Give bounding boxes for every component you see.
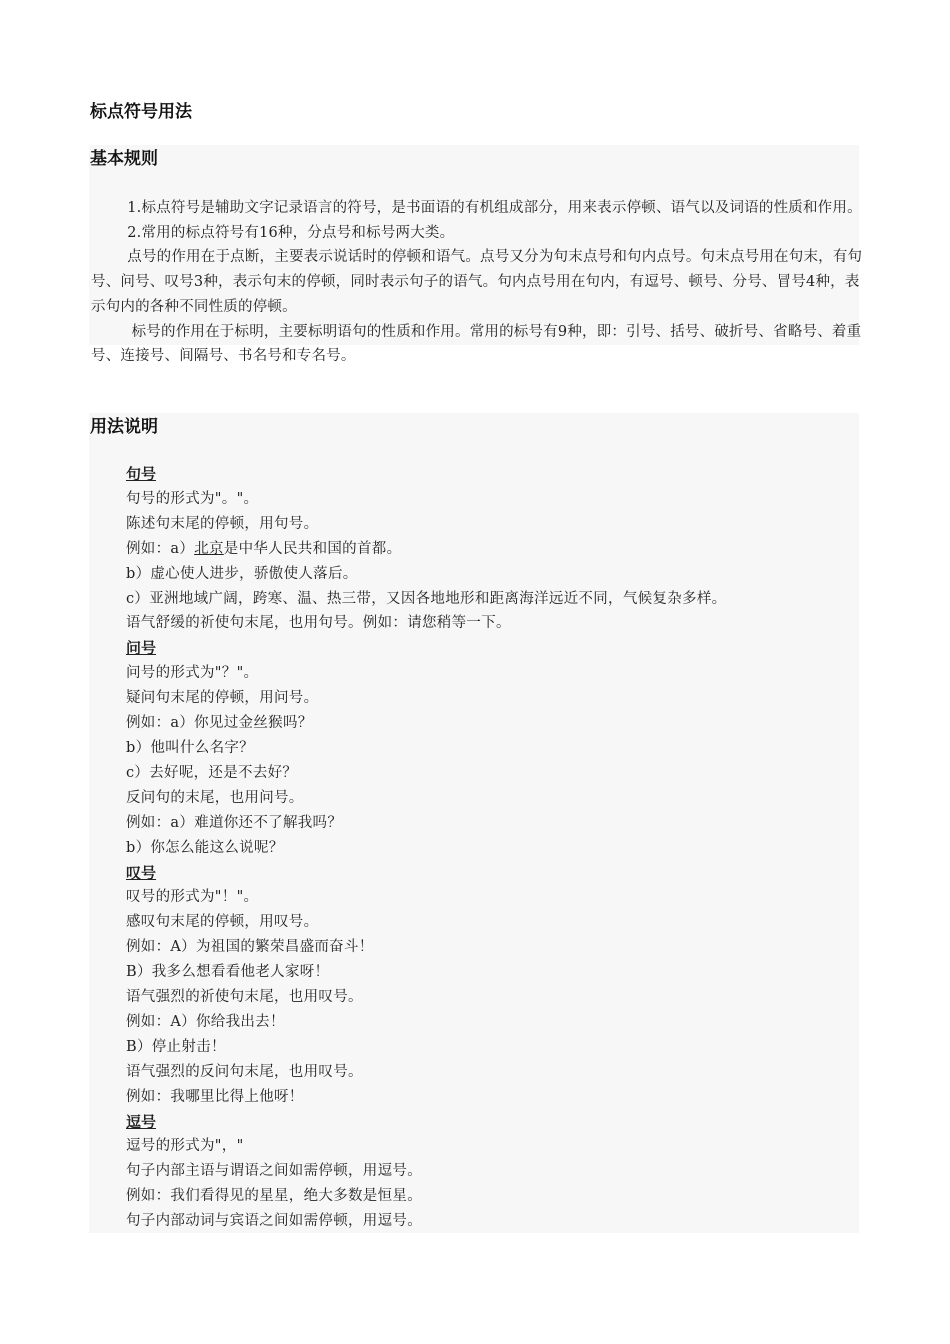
question-rule-1: 疑问句末尾的停顿，用问号。 xyxy=(126,690,319,707)
question-subheading: 问号 xyxy=(126,639,157,658)
exclamation-rule-3: 语气强烈的反问句末尾，也用叹号。 xyxy=(126,1063,363,1080)
exclamation-rule-2: 语气强烈的祈使句末尾，也用叹号。 xyxy=(126,989,363,1006)
basic-rule-paragraph-3: 点号的作用在于点断，主要表示说话时的停顿和语气。点号又分为句末点号和句内点号。句末点号用在句末，有句号、问号、叹号3种，表示句末的停顿，同时表示句子的语气。句内点号用在句内，有逗号、顿号、分号、冒号4种，表示句内的各种不同性质的停顿。 xyxy=(91,249,863,315)
period-example-b: b）虚心使人进步，骄傲使人落后。 xyxy=(126,565,358,582)
question-example-2b: b）你怎么能这么说呢？ xyxy=(126,839,284,856)
question-example-b: b）他叫什么名字？ xyxy=(126,739,254,756)
comma-subheading: 逗号 xyxy=(126,1112,157,1131)
basic-rules-body xyxy=(91,196,871,369)
basic-rule-paragraph-4: 标号的作用在于标明，主要标明语句的性质和作用。常用的标号有9种，即：引号、括号、破折号、省略号、着重号、连接号、间隔号、书名号和专名号。 xyxy=(91,323,862,365)
exclamation-example-2b: B）停止射击！ xyxy=(126,1038,226,1055)
exclamation-example-a: 例如：A）为祖国的繁荣昌盛而奋斗！ xyxy=(126,939,374,956)
period-example-a xyxy=(126,537,846,562)
beijing-link[interactable]: 北京 xyxy=(194,540,224,557)
exclamation-example-2a: 例如：A）你给我出去！ xyxy=(126,1013,285,1030)
question-rule-2: 反问句的末尾，也用问号。 xyxy=(126,789,304,806)
basic-rule-paragraph-1: 1.标点符号是辅助文字记录语言的符号，是书面语的有机组成部分，用来表示停顿、语气以及词语的性质和作用。 xyxy=(127,200,862,216)
period-subheading: 句号 xyxy=(126,465,157,483)
period-rule-2: 语气舒缓的祈使句末尾，也用句号。例如：请您稍等一下。 xyxy=(126,615,511,632)
question-example-c: c）去好呢，还是不去好？ xyxy=(126,764,298,781)
exclamation-form: 叹号的形式为"！"。 xyxy=(126,889,259,906)
usage-body xyxy=(126,462,846,1234)
basic-rule-paragraph-2: 2.常用的标点符号有16种，分点号和标号两大类。 xyxy=(127,224,455,241)
comma-form: 逗号的形式为"，" xyxy=(126,1138,244,1155)
comma-rule-1: 句子内部主语与谓语之间如需停顿，用逗号。 xyxy=(126,1163,422,1180)
question-example-2a: 例如：a）难道你还不了解我吗？ xyxy=(126,814,343,831)
comma-rule-2: 句子内部动词与宾语之间如需停顿，用逗号。 xyxy=(126,1213,422,1230)
question-example-a: 例如：a）你见过金丝猴吗？ xyxy=(126,715,313,732)
usage-heading: 用法说明 xyxy=(90,417,158,437)
question-form: 问号的形式为"？"。 xyxy=(126,665,259,682)
period-form: 句号的形式为"。"。 xyxy=(126,490,259,507)
period-rule-1: 陈述句末尾的停顿，用句号。 xyxy=(126,515,319,532)
example-prefix: 例如：a） xyxy=(126,540,195,557)
example-rest: 是中华人民共和国的首都。 xyxy=(223,540,402,557)
exclamation-rule-1: 感叹句末尾的停顿，用叹号。 xyxy=(126,914,319,931)
basic-rules-heading: 基本规则 xyxy=(90,149,158,169)
period-example-c: c）亚洲地域广阔，跨寒、温、热三带，又因各地地形和距离海洋远近不同，气候复杂多样。 xyxy=(126,590,727,607)
exclamation-subheading: 叹号 xyxy=(126,863,157,882)
exclamation-example-3: 例如：我哪里比得上他呀！ xyxy=(126,1088,304,1105)
comma-example-1: 例如：我们看得见的星星，绝大多数是恒星。 xyxy=(126,1188,422,1205)
document-title: 标点符号用法 xyxy=(90,102,192,122)
exclamation-example-b: B）我多么想看看他老人家呀！ xyxy=(126,964,330,981)
